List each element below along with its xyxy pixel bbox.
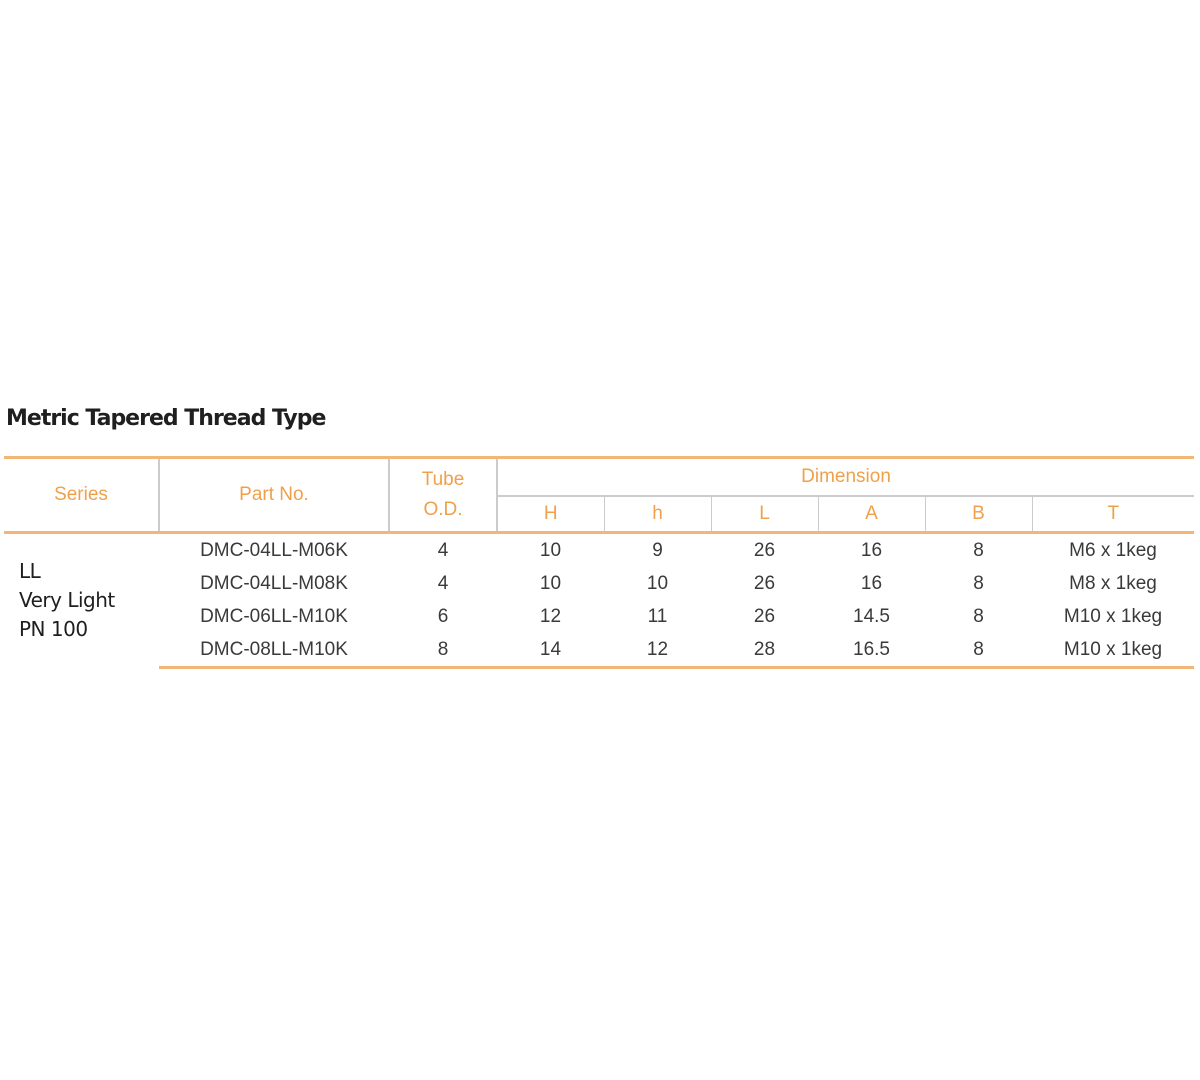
dim-T-cell: M8 x 1keg <box>1069 572 1157 594</box>
dim-A-cell: 16.5 <box>818 633 925 668</box>
section-title: Metric Tapered Thread Type <box>6 406 326 431</box>
dim-L-cell: 26 <box>753 539 776 561</box>
series-cell <box>4 533 159 668</box>
dim-L-cell: 26 <box>753 605 776 627</box>
dim-T-cell: M6 x 1keg <box>1069 539 1157 561</box>
dim-B-cell: 8 <box>973 539 984 561</box>
dim-L-cell: 26 <box>753 572 776 594</box>
series-pressure: PN 100 <box>19 617 88 642</box>
header-series: Series <box>4 458 159 533</box>
dim-H-cell: 10 <box>539 572 562 594</box>
spec-table <box>4 456 1194 669</box>
dim-B-cell: 8 <box>973 572 984 594</box>
tube-od-cell: 4 <box>437 539 449 561</box>
dim-h-cell: 12 <box>604 633 711 668</box>
header-tube-od-line1: Tube <box>421 469 465 490</box>
header-part-no: Part No. <box>159 458 389 533</box>
dim-H-cell: 14 <box>497 633 604 668</box>
dim-h-cell: 9 <box>652 539 663 561</box>
dim-A-cell: 16 <box>860 572 883 594</box>
table-row <box>4 533 1194 568</box>
tube-od-cell: 8 <box>389 633 497 668</box>
table-row <box>4 633 1194 668</box>
dim-A-cell: 16 <box>860 539 883 561</box>
header-dimension: Dimension <box>801 466 891 487</box>
header-dim-T: T <box>1032 496 1194 533</box>
part-no-cell: DMC-06LL-M10K <box>200 605 348 627</box>
header-dim-H: H <box>497 496 604 533</box>
header-dim-B: B <box>925 496 1032 533</box>
header-dim-h: h <box>604 496 711 533</box>
part-no-cell: DMC-08LL-M10K <box>159 633 389 668</box>
dim-L-cell: 28 <box>711 633 818 668</box>
dim-T-cell: M10 x 1keg <box>1063 605 1163 627</box>
tube-od-cell: 4 <box>437 572 449 594</box>
table-row <box>4 567 1194 600</box>
table-row <box>4 600 1194 633</box>
dim-A-cell: 14.5 <box>853 605 890 627</box>
header-dim-A: A <box>818 496 925 533</box>
header-row-top <box>4 458 1194 497</box>
series-name: Very Light <box>19 588 115 613</box>
tube-od-cell: 6 <box>437 605 449 627</box>
dim-H-cell: 12 <box>539 605 562 627</box>
dim-B-cell: 8 <box>925 633 1032 668</box>
header-tube-od <box>389 458 497 533</box>
series-code: LL <box>19 559 41 584</box>
dim-T-cell: M10 x 1keg <box>1032 633 1194 668</box>
part-no-cell: DMC-04LL-M06K <box>200 539 348 561</box>
dim-h-cell: 10 <box>646 572 669 594</box>
dim-H-cell: 10 <box>539 539 562 561</box>
dim-B-cell: 8 <box>973 605 984 627</box>
header-dim-L: L <box>711 496 818 533</box>
dim-h-cell: 11 <box>647 605 668 627</box>
header-tube-od-line2: O.D. <box>423 499 463 520</box>
part-no-cell: DMC-04LL-M08K <box>200 572 348 594</box>
